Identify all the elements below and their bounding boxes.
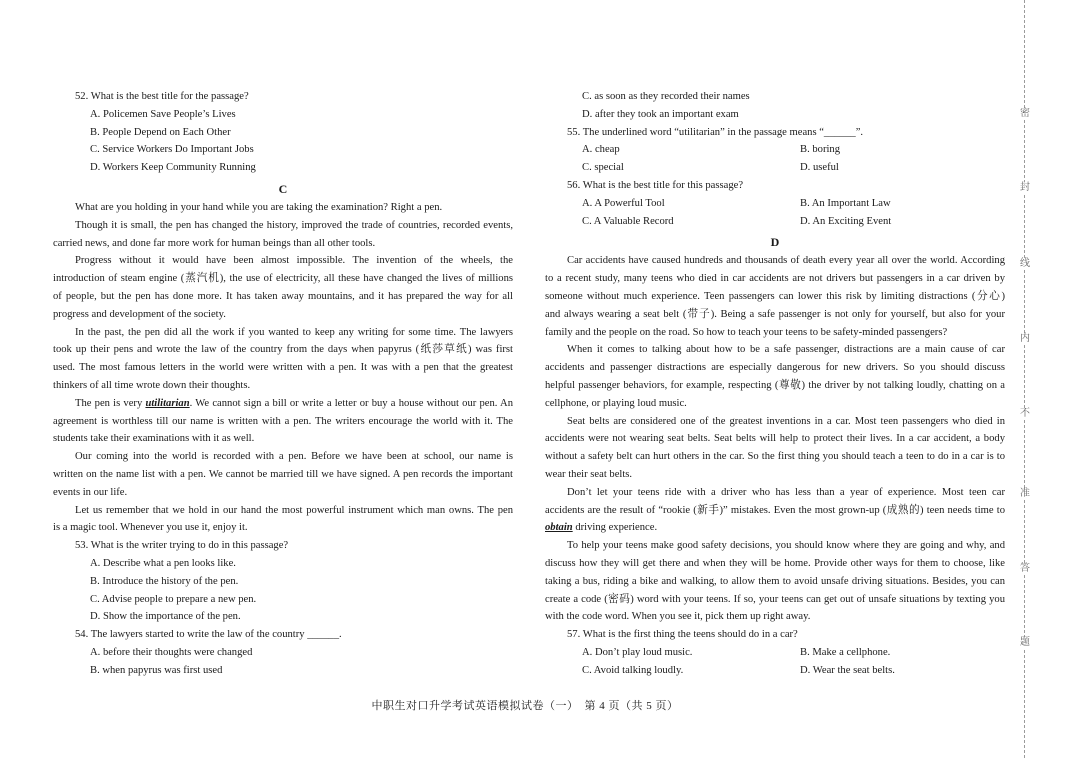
passage-d-line: someone without much experience. Teen passengers can lower this risk by limiting distractions (分心) (545, 290, 1005, 302)
q57-option-b: B. Make a cellphone. (800, 646, 891, 658)
passage-c-line: Let us remember that we hold in our hand the most powerful instrument which man owns. The pen (75, 504, 513, 516)
passage-d-line: and always wearing a seat belt (带子). Being a safe passenger is not only for yourself, but also for your (545, 308, 1005, 320)
q57-option-a: A. Don’t play loud music. (582, 646, 693, 658)
q56-option-b: B. An Important Law (800, 197, 891, 209)
question-52: 52. What is the best title for the passage? (75, 91, 249, 102)
text: . We cannot sign a bill or write a letter or buy a house without our pen. An (189, 397, 513, 409)
q54-option-a: A. before their thoughts were changed (90, 646, 253, 658)
passage-d-line: Car accidents have caused hundreds and thousands of death every year all over the world. According (567, 255, 1005, 267)
q55-options-row (545, 141, 1005, 159)
q53-option-b: B. Introduce the history of the pen. (90, 575, 239, 587)
q57-option-d: D. Wear the seat belts. (800, 664, 895, 676)
passage-d-line: accidents and passenger distractions are especially dangerous for new drivers. So you should discuss (545, 362, 1005, 374)
binding-char: 内 (1020, 333, 1030, 344)
passage-d-line (545, 519, 1005, 537)
question-56: 56. What is the best title for this passage? (567, 179, 744, 191)
passage-c-line: written on the name list with a pen. We cannot be married till we have signed. A pen records the important (53, 468, 513, 480)
q56-option-a: A. A Powerful Tool (582, 197, 665, 209)
section-c-heading: C (278, 181, 288, 196)
q54-option-d: D. after they took an important exam (582, 108, 739, 120)
passage-d-line: family and the people on the road. So how to teach your teens to be safety-minded passengers? (545, 326, 948, 338)
binding-char: 密 (1020, 108, 1030, 119)
q57-options-row (545, 644, 1005, 662)
binding-char: 封 (1020, 182, 1030, 193)
text: The pen is very (75, 397, 146, 409)
q55-option-c: C. special (582, 162, 624, 174)
text: driving experience. (572, 522, 658, 534)
question-54: 54. The lawyers started to write the law of the country ______. (75, 629, 342, 641)
underlined-word-obtain: obtain (545, 522, 573, 534)
passage-c-line: used. The most famous letters in the world were written with a pen. It was with a pen that the greatest (53, 362, 513, 374)
passage-c-line: Though it is small, the pen has changed the history, improved the trade of countries, recorded events, (75, 219, 513, 231)
binding-char: 线 (1020, 258, 1030, 269)
passage-c-line: What are you holding in your hand while you are taking the examination? Right a pen. (75, 201, 443, 213)
passage-d-line: accidents were not wearing seat belts. Seat belts will help to protect their lives. In a car accident, a body (545, 433, 1005, 445)
passage-d-line: helpful passenger behaviors, for example, respecting (尊敬) the driver by not talking loudly, chatting on a (545, 379, 1005, 391)
q57-option-c: C. Avoid talking loudly. (582, 664, 684, 676)
passage-c-line: agreement is worthless till our name is written with a pen. The writers encourage the world with it. The (53, 415, 513, 427)
left-column (53, 88, 513, 680)
question-53: 53. What is the writer trying to do in this passage? (75, 540, 289, 552)
passage-d-line: create a code (密码) word with your teens. If so, your teens can get out of unsafe situations by texting you (545, 593, 1005, 605)
q53-option-c: C. Advise people to prepare a new pen. (90, 593, 257, 605)
q52-option-a: A. Policemen Save People’s Lives (90, 108, 236, 120)
binding-char: 答 (1020, 563, 1030, 574)
passage-c-line: Progress without it would have been almost impossible. The invention of the wheels, the (75, 255, 513, 267)
passage-d-line: Don’t let your teens ride with a driver who has less than a year of experience. Most teen car (567, 486, 1005, 498)
passage-c-line: students take their examinations with it as well. (53, 433, 255, 445)
q55-option-d: D. useful (800, 162, 839, 174)
passage-c-line (53, 395, 513, 413)
q57-options-row (545, 662, 1005, 680)
q56-options-row (545, 213, 1005, 231)
passage-c-line: events in our life. (53, 486, 128, 498)
q54-option-b: B. when papyrus was first used (90, 664, 223, 676)
passage-d-line: taking a bus, riding a bike and walking, to allow them to avoid unsafe driving situations. Besides, you can (545, 575, 1005, 587)
page-footer: 中职生对口升学考试英语模拟试卷（一） 第 4 页（共 5 页） (371, 700, 679, 712)
underlined-word-utilitarian: utilitarian (145, 397, 190, 409)
passage-c-line: progress and development of the society. (53, 308, 226, 320)
q56-options-row (545, 195, 1005, 213)
passage-c-line: is a magic tool. Whenever you use it, enjoy it. (53, 522, 248, 534)
q52-option-d: D. Workers Keep Community Running (90, 162, 256, 174)
right-column (545, 88, 1005, 680)
q55-option-a: A. cheap (582, 144, 620, 156)
passage-d-line: cellphone, or playing loud music. (545, 397, 687, 409)
q54-option-c: C. as soon as they recorded their names (582, 91, 750, 102)
passage-d-line: to a recent study, many teens who died in car accidents are not drivers but passengers in a car driven by (545, 273, 1005, 285)
passage-c-line: carried news, and done far more work for human beings than all other tools. (53, 237, 376, 249)
passage-d-line: Seat belts are considered one of the greatest inventions in a car. Most teen passengers who died in (567, 415, 1005, 427)
binding-char: 题 (1020, 637, 1030, 648)
passage-d-line: accidents are the result of “rookie (新手)” mistakes. Even the most grown-up (成熟的) teen needs time to (545, 504, 1005, 516)
q56-option-d: D. An Exciting Event (800, 215, 892, 227)
binding-char: 不 (1020, 408, 1030, 419)
passage-c-line: Our coming into the world is recorded with a pen. Before we have been at school, our name is (75, 451, 513, 463)
passage-c-line: thinkers of all time wrote down their thoughts. (53, 379, 251, 391)
question-57: 57. What is the first thing the teens should do in a car? (567, 629, 798, 641)
passage-d-line: To help your teens make good safety decisions, you should know where they are going and why, and (567, 540, 1005, 552)
question-55: 55. The underlined word “utilitarian” in the passage means “______”. (567, 126, 864, 138)
q53-option-d: D. Show the importance of the pen. (90, 611, 241, 623)
passage-d-line: wear their seat belts. (545, 468, 633, 480)
passage-d-line: When it comes to talking about how to be a safe passenger, distractions are a main cause of car (567, 344, 1005, 356)
passage-c-line: In the past, the pen did all the work if you wanted to keep any writing for some time. The lawyers (75, 326, 513, 338)
passage-c-line: took up their pens and wrote the law of the country from the days when papyrus (纸莎草纸) was first (53, 344, 513, 356)
section-d-heading: D (770, 235, 780, 250)
binding-line (1018, 0, 1032, 758)
q52-option-b: B. People Depend on Each Other (90, 126, 231, 138)
binding-char: 准 (1020, 488, 1030, 499)
passage-d-line: discuss how they will get there and when they will be home. Provide other ways for them to choose, like (545, 557, 1005, 569)
passage-d-line: with the code word. When you see it, pick them up right away. (545, 611, 811, 623)
q55-options-row (545, 159, 1005, 177)
q55-option-b: B. boring (800, 144, 841, 156)
q52-option-c: C. Service Workers Do Important Jobs (90, 144, 254, 156)
passage-d-line: without a safety belt can hurt others in the car. So the first thing you should teach a teen to do in a car is to (545, 451, 1005, 463)
q53-option-a: A. Describe what a pen looks like. (90, 557, 236, 569)
passage-c-line: of people, but the pen has done more. It has taken away mountains, and it has prepared the way for all (53, 290, 513, 302)
q56-option-c: C. A Valuable Record (582, 215, 674, 227)
passage-c-line: introduction of steam engine (蒸汽机), the use of electricity, all these have changed the lives of millions (53, 273, 513, 285)
